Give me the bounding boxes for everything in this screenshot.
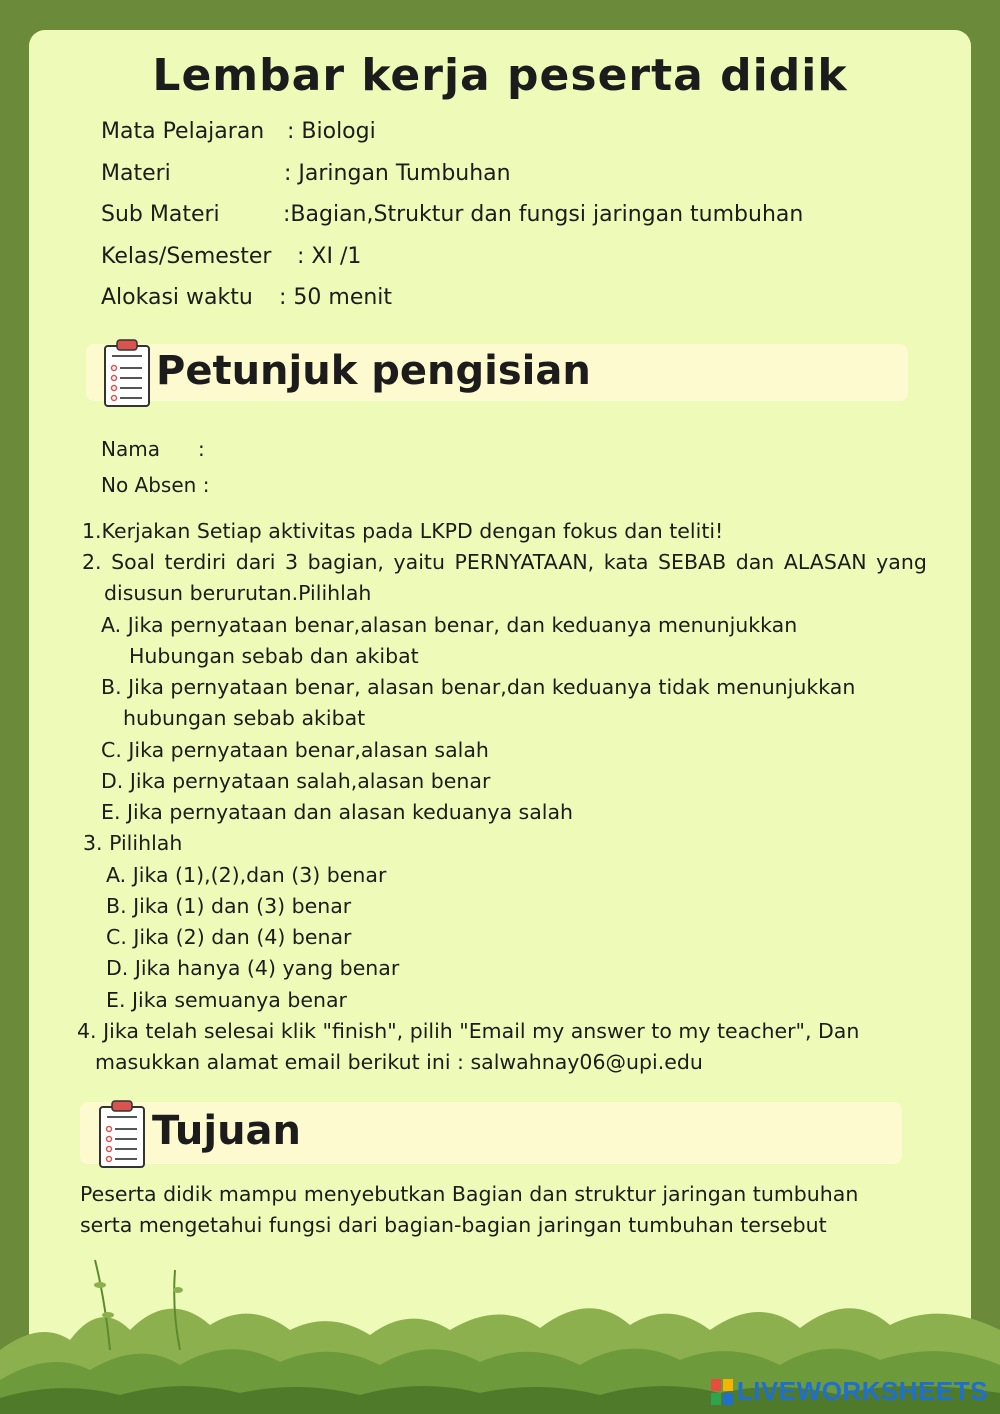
- option-2C: C. Jika pernyataan benar,alasan salah: [101, 738, 489, 762]
- meta-label: Mata Pelajaran: [101, 119, 265, 144]
- absen-field-label: No Absen :: [101, 473, 210, 497]
- word: kata: [603, 550, 649, 574]
- word: yaitu: [393, 550, 445, 574]
- option-2B-line1: B. Jika pernyataan benar, alasan benar,dan keduanya tidak menunjukkan: [101, 675, 856, 699]
- meta-label: Materi: [101, 161, 171, 186]
- section-heading-goal: Tujuan: [152, 1108, 302, 1154]
- word: dan: [735, 550, 775, 574]
- word: terdiri: [164, 550, 227, 574]
- meta-value: :Bagian,Struktur dan fungsi jaringan tumbuhan: [283, 202, 804, 227]
- option-3D: D. Jika hanya (4) yang benar: [106, 956, 400, 980]
- clipboard-checklist-icon: [98, 1099, 146, 1169]
- option-2D: D. Jika pernyataan salah,alasan benar: [101, 769, 491, 793]
- instruction-1: 1.Kerjakan Setiap aktivitas pada LKPD dengan fokus dan teliti!: [82, 519, 724, 543]
- meta-row-submaterial: [101, 202, 804, 227]
- meta-row-subject: [101, 119, 376, 144]
- instruction-2-line1: [82, 552, 927, 573]
- word: Soal: [111, 550, 155, 574]
- meta-value: : Biologi: [287, 119, 376, 144]
- meta-row-class: [101, 244, 362, 269]
- meta-label: Alokasi waktu: [101, 285, 253, 310]
- name-colon: :: [198, 437, 205, 461]
- liveworksheets-brand[interactable]: [711, 1376, 988, 1407]
- name-label: Nama: [101, 437, 160, 461]
- goal-line-2: serta mengetahui fungsi dari bagian-bagian jaringan tumbuhan tersebut: [80, 1213, 827, 1237]
- option-3A: A. Jika (1),(2),dan (3) benar: [106, 863, 387, 887]
- meta-row-material: [101, 161, 511, 186]
- option-2B-line2: hubungan sebab akibat: [123, 706, 366, 730]
- word: PERNYATAAN,: [454, 550, 595, 574]
- word: 3: [284, 550, 299, 574]
- liveworksheets-logo-icon: [711, 1379, 733, 1405]
- word: 2.: [82, 550, 102, 574]
- word: dari: [235, 550, 276, 574]
- option-3B: B. Jika (1) dan (3) benar: [106, 894, 352, 918]
- word: bagian,: [307, 550, 384, 574]
- option-3C: C. Jika (2) dan (4) benar: [106, 925, 352, 949]
- meta-label: Kelas/Semester: [101, 244, 272, 269]
- word: ALASAN: [783, 550, 867, 574]
- clipboard-checklist-icon: [103, 338, 151, 408]
- goal-line-1: Peserta didik mampu menyebutkan Bagian dan struktur jaringan tumbuhan: [80, 1182, 859, 1206]
- word: SEBAB: [658, 550, 727, 574]
- option-2E: E. Jika pernyataan dan alasan keduanya salah: [101, 800, 574, 824]
- instruction-2-line2: disusun berurutan.Pilihlah: [104, 581, 372, 605]
- page-title: Lembar kerja peserta didik: [152, 50, 848, 101]
- section-heading-instructions: Petunjuk pengisian: [156, 348, 591, 394]
- meta-row-time: [101, 285, 393, 310]
- option-2A-line1: A. Jika pernyataan benar,alasan benar, dan keduanya menunjukkan: [101, 613, 798, 637]
- brand-name: LIVEWORKSHEETS: [736, 1376, 988, 1406]
- meta-label: Sub Materi: [101, 202, 220, 227]
- instruction-4-line2: masukkan alamat email berikut ini : salwahnay06@upi.edu: [95, 1050, 703, 1074]
- option-2A-line2: Hubungan sebab dan akibat: [129, 644, 419, 668]
- word: yang: [876, 550, 927, 574]
- instruction-3: 3. Pilihlah: [83, 831, 183, 855]
- meta-value: : Jaringan Tumbuhan: [284, 161, 511, 186]
- instruction-4-line1: 4. Jika telah selesai klik "finish", pilih "Email my answer to my teacher", Dan: [77, 1019, 860, 1043]
- meta-value: : 50 menit: [279, 285, 393, 310]
- meta-value: : XI /1: [297, 244, 362, 269]
- option-3E: E. Jika semuanya benar: [106, 988, 347, 1012]
- name-field-label: [101, 437, 205, 461]
